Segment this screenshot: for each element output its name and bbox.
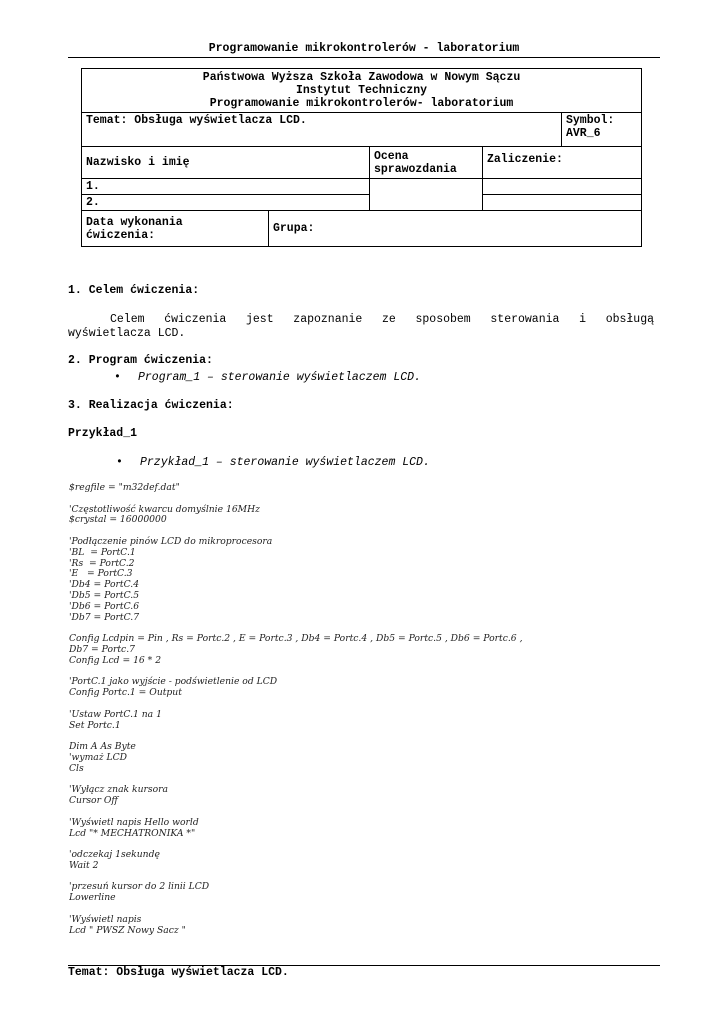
credit-label: Zaliczenie: <box>487 153 563 166</box>
student-row-2-label: 2. <box>86 196 100 209</box>
name-header-cell <box>82 147 370 179</box>
institution-name: Państwowa Wyższa Szkoła Zawodowa w Nowym Sączu <box>202 71 521 84</box>
topic-text: Temat: Obsługa wyświetlacza LCD. <box>86 114 307 127</box>
code-listing: $regfile = "m32def.dat" 'Częstotliwość kwarcu domyślnie 16MHz $crystal = 16000000 'Podłączenie pinów LCD do mikroprocesora 'BL = PortC.1 'Rs = PortC.2 'E = PortC.3 'Db4 = PortC.4 'Db5 = PortC.5 'Db6 = PortC.6 'Db7 = PortC.7 Config Lcdpin = Pin , Rs = Portc.2 , E = Portc.3 , Db4 = Portc.4 , Db5 = Portc.5 , Db6 = Portc.6 , Db7 = Portc.7 Config Lcd = 16 * 2 'PortC.1 jako wyjście - podświetlenie od LCD Config Portc.1 = Output 'Ustaw PortC.1 na 1 Set Portc.1 Dim A As Byte 'wymaż LCD Cls 'Wyłącz znak kursora Cursor Off 'Wyświetl napis Hello world Lcd "* MECHATRONIKA *" 'odczekaj 1sekundę Wait 2 'przesuń kursor do 2 linii LCD Lowerline 'Wyświetl napis Lcd " PWSZ Nowy Sacz " <box>69 483 523 936</box>
bullet-icon: • <box>114 371 121 384</box>
date-cell <box>82 211 269 247</box>
date-label-line2: ćwiczenia: <box>86 228 156 242</box>
topic-cell <box>82 113 562 147</box>
section-3-heading: 3. Realizacja ćwiczenia: <box>68 399 234 412</box>
section-3-bullet <box>116 456 430 469</box>
credit-cell-1 <box>483 179 642 195</box>
grade-label-line1: Ocena <box>374 149 409 163</box>
symbol-cell <box>562 113 642 147</box>
section-1-line-2: wyświetlacza LCD. <box>68 327 186 340</box>
bullet-icon: • <box>116 456 123 469</box>
date-label-line1: Data wykonania <box>86 215 183 229</box>
name-label: Nazwisko i imię <box>86 156 190 169</box>
group-cell <box>269 211 642 247</box>
section-2-bullet-text: Program_1 – sterowanie wyświetlaczem LCD. <box>138 371 421 384</box>
credit-cell-2 <box>483 195 642 211</box>
section-1-paragraph <box>68 313 654 341</box>
grade-label-line2: sprawozdania <box>374 162 457 176</box>
institute-name: Instytut Techniczny <box>295 84 428 97</box>
institution-cell <box>82 69 642 113</box>
section-2-bullet <box>114 371 421 384</box>
group-label: Grupa: <box>273 222 315 235</box>
page-header-title: Programowanie mikrokontrolerów - laboratorium <box>208 42 520 55</box>
section-1-heading: 1. Celem ćwiczenia: <box>68 284 200 297</box>
credit-header-cell <box>483 147 642 179</box>
grade-cell <box>370 179 483 211</box>
student-row-1-label: 1. <box>86 180 100 193</box>
section-1-line-1: Celem ćwiczenia jest zapoznanie ze sposobem sterowania i obsługą <box>110 313 654 326</box>
footer-topic: Temat: Obsługa wyświetlacza LCD. <box>68 966 289 979</box>
grade-header-cell <box>370 147 483 179</box>
symbol-label: Symbol: <box>566 114 615 127</box>
example-heading: Przykład_1 <box>68 427 138 440</box>
symbol-value: AVR_6 <box>566 127 601 140</box>
student-row-2 <box>82 195 370 211</box>
info-table <box>81 68 642 247</box>
header-divider <box>68 57 660 58</box>
course-name: Programowanie mikrokontrolerów- laboratorium <box>209 97 514 110</box>
student-row-1 <box>82 179 370 195</box>
section-2-heading: 2. Program ćwiczenia: <box>68 354 213 367</box>
section-3-bullet-text: Przykład_1 – sterowanie wyświetlaczem LCD. <box>140 456 430 469</box>
